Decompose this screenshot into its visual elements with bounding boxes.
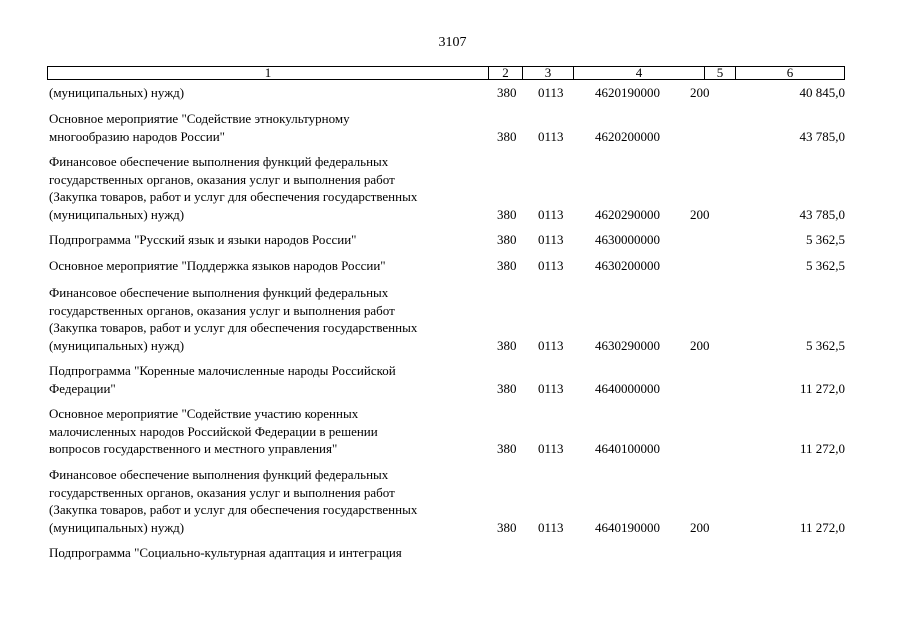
description-line: государственных органов, оказания услуг и выполнения работ (49, 484, 395, 500)
description-line: (муниципальных) нужд) (49, 85, 185, 100)
cell-col-4: 4640190000 (595, 519, 660, 535)
description-line: (Закупка товаров, работ и услуг для обеспечения государственных (49, 320, 418, 335)
description-line: Подпрограмма "Социально-культурная адаптация и интеграция (49, 545, 402, 560)
cell-col-5: 200 (690, 519, 710, 535)
description-line: Основное мероприятие "Содействие этнокультурному (49, 111, 350, 126)
row-description (49, 405, 486, 458)
description-line: (Закупка товаров, работ и услуг для обеспечения государственных (49, 502, 418, 517)
cell-col-6: 5 362,5 (806, 258, 845, 273)
header-col-1: 1 (48, 67, 489, 79)
cell-col-6: 43 785,0 (799, 206, 845, 222)
description-line: (Закупка товаров, работ и услуг для обеспечения государственных (49, 189, 418, 204)
description-line: (муниципальных) нужд) (49, 337, 185, 353)
cell-col-2: 380 (497, 441, 517, 456)
cell-col-2: 380 (497, 85, 517, 100)
description-line: Финансовое обеспечение выполнения функций федеральных (49, 154, 389, 169)
cell-col-3: 0113 (538, 85, 564, 100)
cell-col-2: 380 (497, 128, 517, 144)
description-line: Подпрограмма "Коренные малочисленные народы Российской (49, 363, 396, 378)
description-line: многообразию народов России" (49, 128, 225, 144)
cell-col-6: 43 785,0 (799, 128, 845, 144)
cell-col-3: 0113 (538, 258, 564, 273)
cell-col-6: 5 362,5 (806, 232, 845, 247)
cell-col-4: 4630200000 (595, 258, 660, 273)
cell-col-3: 0113 (538, 380, 564, 396)
cell-col-3: 0113 (538, 206, 564, 222)
row-description (49, 257, 486, 275)
row-description (49, 231, 486, 249)
cell-col-3: 0113 (538, 337, 564, 353)
cell-col-6: 5 362,5 (806, 337, 845, 353)
row-description (49, 153, 486, 223)
cell-col-5: 200 (690, 337, 710, 353)
cell-col-2: 380 (497, 258, 517, 273)
cell-col-2: 380 (497, 337, 517, 353)
cell-col-5: 200 (690, 85, 710, 100)
description-line: Федерации" (49, 380, 116, 396)
cell-col-3: 0113 (538, 441, 564, 456)
cell-col-4: 4620190000 (595, 85, 660, 100)
cell-col-4: 4640000000 (595, 380, 660, 396)
description-line: Финансовое обеспечение выполнения функций федеральных (49, 467, 389, 482)
cell-col-3: 0113 (538, 128, 564, 144)
row-description (49, 466, 486, 536)
cell-col-2: 380 (497, 519, 517, 535)
header-col-5: 5 (705, 67, 736, 79)
row-description (49, 84, 486, 102)
header-col-2: 2 (489, 67, 523, 79)
row-description (49, 110, 486, 145)
description-line: (муниципальных) нужд) (49, 519, 185, 535)
cell-col-3: 0113 (538, 232, 564, 247)
cell-col-4: 4640100000 (595, 441, 660, 456)
cell-col-2: 380 (497, 232, 517, 247)
description-line: государственных органов, оказания услуг и выполнения работ (49, 302, 395, 318)
cell-col-6: 11 272,0 (799, 519, 845, 535)
description-line: Основное мероприятие "Содействие участию коренных (49, 406, 359, 421)
description-line: Финансовое обеспечение выполнения функций федеральных (49, 285, 389, 300)
description-line: малочисленных народов Российской Федерации в решении (49, 423, 378, 439)
header-col-3: 3 (523, 67, 574, 79)
cell-col-3: 0113 (538, 519, 564, 535)
cell-col-4: 4620290000 (595, 206, 660, 222)
description-line: Основное мероприятие "Поддержка языков народов России" (49, 258, 386, 273)
cell-col-4: 4630000000 (595, 232, 660, 247)
description-line: Подпрограмма "Русский язык и языки народов России" (49, 232, 357, 247)
description-line: вопросов государственного и местного управления" (49, 441, 338, 456)
row-description (49, 284, 486, 354)
description-line: государственных органов, оказания услуг и выполнения работ (49, 171, 395, 187)
table-header (47, 66, 845, 80)
cell-col-4: 4620200000 (595, 128, 660, 144)
cell-col-4: 4630290000 (595, 337, 660, 353)
page-number: 3107 (438, 35, 467, 50)
cell-col-6: 40 845,0 (799, 85, 845, 100)
cell-col-5: 200 (690, 206, 710, 222)
header-col-6: 6 (786, 65, 794, 80)
row-description (49, 544, 486, 562)
cell-col-6: 11 272,0 (799, 441, 845, 456)
cell-col-6: 11 272,0 (799, 380, 845, 396)
cell-col-2: 380 (497, 380, 517, 396)
header-col-4: 4 (574, 67, 705, 79)
cell-col-2: 380 (497, 206, 517, 222)
description-line: (муниципальных) нужд) (49, 206, 185, 222)
row-description (49, 362, 486, 397)
